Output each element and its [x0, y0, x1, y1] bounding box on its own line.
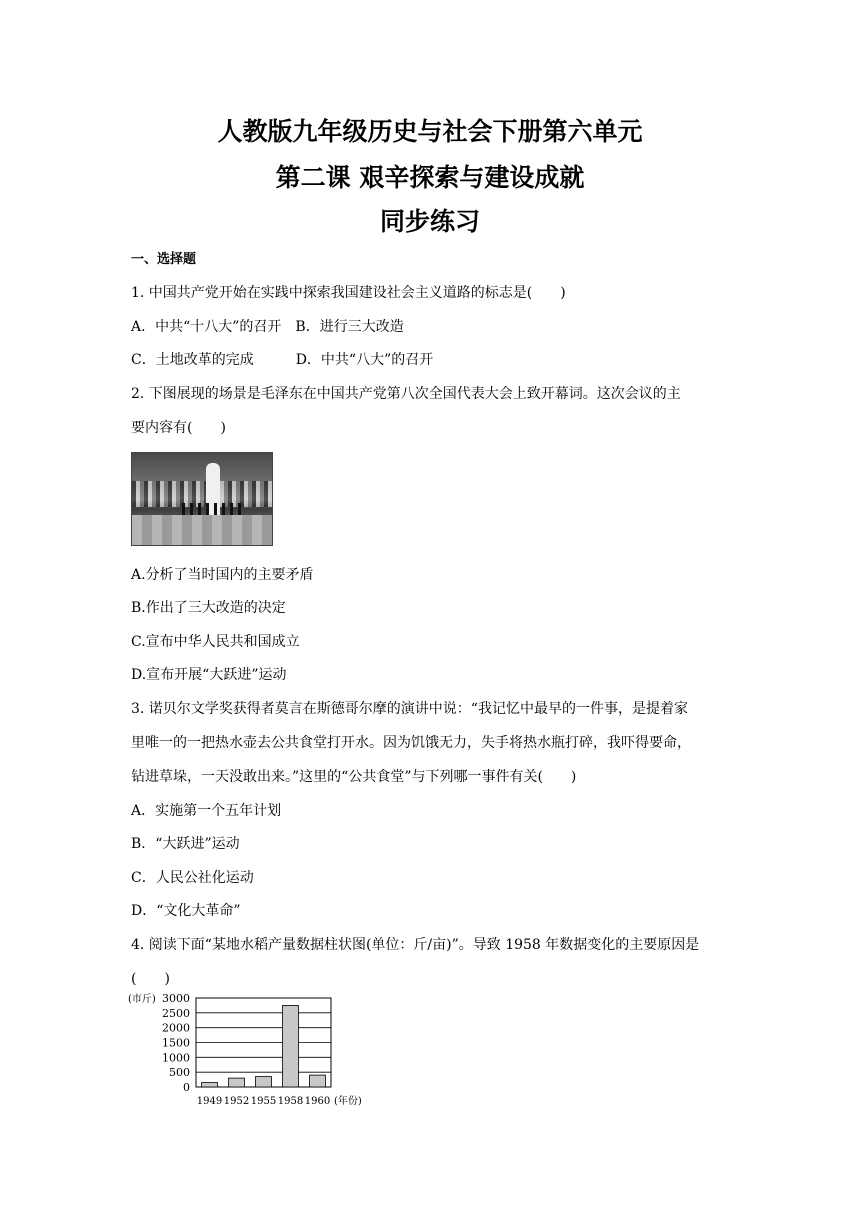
q2-option-a: A.分析了当时国内的主要矛盾	[131, 567, 314, 583]
chart-bars	[202, 1005, 326, 1087]
q2-stem-line1: 2. 下图展现的场景是毛泽东在中国共产党第八次全国代表大会上致开幕词。这次会议的主	[131, 386, 681, 402]
congress-photo	[131, 452, 273, 546]
chart-y-tick-label: 1000	[162, 1051, 190, 1065]
q3-option-c: C．人民公社化运动	[131, 870, 254, 886]
chart-bar-1949	[202, 1083, 218, 1087]
chart-x-unit: (年份)	[334, 1096, 362, 1107]
q4-stem-line2: ( )	[131, 971, 170, 987]
q2-option-b: B.作出了三大改造的决定	[131, 600, 286, 616]
q1-options-cd: C．土地改革的完成 D．中共“八大”的召开	[131, 352, 434, 368]
chart-x-tick-label: 1949	[196, 1096, 223, 1107]
chart-gridlines	[196, 998, 331, 1087]
chart-bar-1952	[229, 1078, 245, 1087]
q3-stem-line3: 钻进草垛，一天没敢出来。”这里的“公共食堂”与下列哪一事件有关( )	[131, 769, 577, 785]
chart-y-tick-label: 0	[183, 1081, 190, 1094]
doc-title-line2: 第二课 艰辛探索与建设成就	[275, 163, 585, 192]
chart-bar-1960	[310, 1075, 326, 1087]
q1-options-ab: A．中共“十八大”的召开 B．进行三大改造	[131, 319, 404, 335]
q2-stem-line2: 要内容有( )	[131, 420, 226, 436]
q4-stem-line1: 4. 阅读下面“某地水稻产量数据柱状图(单位：斤/亩)”。导致 1958 年数据变化的主要原因是	[131, 937, 700, 953]
q1-stem: 1. 中国共产党开始在实践中探索我国建设社会主义道路的标志是( )	[131, 285, 566, 301]
chart-y-tick-label: 500	[169, 1066, 190, 1080]
section-heading: 一、选择题	[131, 252, 197, 267]
doc-title-line3: 同步练习	[379, 207, 480, 236]
chart-y-tick-label: 2000	[162, 1021, 190, 1035]
chart-x-tick-label: 1958	[277, 1096, 304, 1107]
q3-option-d: D．“文化大革命”	[131, 903, 241, 919]
chart-y-unit: (市斤)	[128, 994, 156, 1005]
q3-stem-line2: 里唯一的一把热水壶去公共食堂打开水。因为饥饿无力，失手将热水瓶打碎，我吓得要命，	[131, 735, 691, 751]
photo-podium	[132, 515, 272, 545]
chart-x-tick-label: 1960	[304, 1096, 331, 1107]
chart-x-ticks	[197, 1096, 330, 1107]
chart-y-ticks	[162, 992, 190, 1094]
chart-y-tick-label: 3000	[162, 992, 190, 1005]
chart-x-tick-label: 1955	[250, 1096, 277, 1107]
q3-option-a: A．实施第一个五年计划	[131, 803, 282, 819]
doc-title-line1: 人教版九年级历史与社会下册第六单元	[217, 117, 643, 146]
q2-option-c: C.宣布中华人民共和国成立	[131, 634, 300, 650]
chart-y-tick-label: 2500	[162, 1006, 190, 1020]
chart-bar-1958	[283, 1005, 299, 1087]
q2-option-d: D.宣布开展“大跃进”运动	[131, 667, 287, 683]
chart-y-tick-label: 1500	[162, 1036, 190, 1050]
chart-bar-1955	[256, 1077, 272, 1087]
rice-yield-chart	[128, 992, 368, 1110]
q3-stem-line1: 3. 诺贝尔文学奖获得者莫言在斯德哥尔摩的演讲中说：“我记忆中最早的一件事，是提着家	[131, 701, 688, 717]
chart-x-tick-label: 1952	[223, 1096, 250, 1107]
q3-option-b: B．“大跃进”运动	[131, 836, 240, 852]
